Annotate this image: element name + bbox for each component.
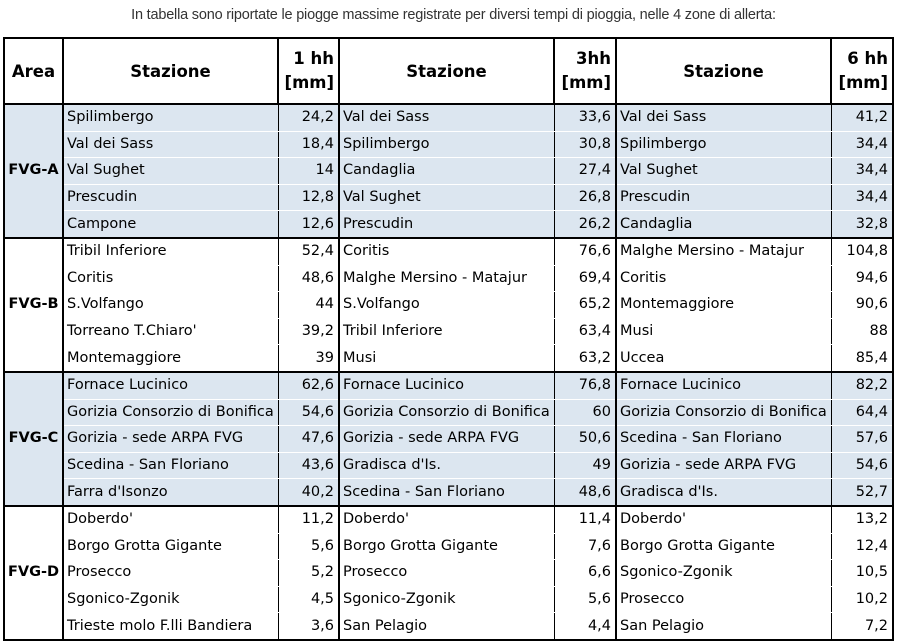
value-1h-cell: 62,6 [278, 372, 339, 399]
table-row [4, 613, 893, 640]
station-3h-cell: Prescudin [339, 211, 554, 238]
station-3h-cell: Coritis [339, 238, 554, 265]
value-6h-cell: 34,4 [831, 158, 893, 185]
value-3h-cell: 63,4 [554, 318, 616, 345]
station-3h-cell: Sgonico-Zgonik [339, 586, 554, 613]
station-6h-cell: Sgonico-Zgonik [616, 560, 831, 587]
table-row [4, 506, 893, 533]
header-duration-1h [278, 38, 339, 104]
value-3h-cell: 5,6 [554, 586, 616, 613]
station-1h-cell: Campone [63, 211, 278, 238]
value-1h-cell: 40,2 [278, 479, 339, 506]
value-1h-cell: 12,6 [278, 211, 339, 238]
value-1h-cell: 54,6 [278, 399, 339, 426]
station-6h-cell: Prescudin [616, 184, 831, 211]
table-row [4, 211, 893, 238]
station-6h-cell: Fornace Lucinico [616, 372, 831, 399]
station-3h-cell: San Pelagio [339, 613, 554, 640]
station-1h-cell: Val dei Sass [63, 131, 278, 158]
station-6h-cell: Prosecco [616, 586, 831, 613]
area-label: FVG-D [4, 506, 63, 640]
table-row [4, 238, 893, 265]
header-duration-6h-unit: [mm] [838, 73, 888, 92]
value-3h-cell: 6,6 [554, 560, 616, 587]
value-6h-cell: 13,2 [831, 506, 893, 533]
station-6h-cell: Montemaggiore [616, 292, 831, 319]
value-1h-cell: 44 [278, 292, 339, 319]
station-3h-cell: Doberdo' [339, 506, 554, 533]
station-3h-cell: Spilimbergo [339, 131, 554, 158]
value-6h-cell: 57,6 [831, 426, 893, 453]
value-1h-cell: 5,6 [278, 533, 339, 560]
value-1h-cell: 3,6 [278, 613, 339, 640]
value-3h-cell: 11,4 [554, 506, 616, 533]
header-duration-3h-label: 3hh [576, 49, 611, 68]
table-row [4, 345, 893, 372]
value-6h-cell: 64,4 [831, 399, 893, 426]
station-3h-cell: Fornace Lucinico [339, 372, 554, 399]
station-1h-cell: Scedina - San Floriano [63, 452, 278, 479]
value-3h-cell: 26,8 [554, 184, 616, 211]
value-3h-cell: 33,6 [554, 104, 616, 131]
station-1h-cell: S.Volfango [63, 292, 278, 319]
station-1h-cell: Prosecco [63, 560, 278, 587]
area-label: FVG-B [4, 238, 63, 372]
station-3h-cell: S.Volfango [339, 292, 554, 319]
value-3h-cell: 26,2 [554, 211, 616, 238]
value-6h-cell: 90,6 [831, 292, 893, 319]
station-6h-cell: Malghe Mersino - Matajur [616, 238, 831, 265]
value-6h-cell: 85,4 [831, 345, 893, 372]
value-6h-cell: 54,6 [831, 452, 893, 479]
value-6h-cell: 34,4 [831, 131, 893, 158]
value-6h-cell: 34,4 [831, 184, 893, 211]
station-3h-cell: Scedina - San Floriano [339, 479, 554, 506]
header-area: Area [4, 38, 63, 104]
header-duration-1h-label: 1 hh [293, 49, 334, 68]
table-row [4, 399, 893, 426]
value-3h-cell: 7,6 [554, 533, 616, 560]
header-station-6h: Stazione [616, 38, 831, 104]
table-row [4, 184, 893, 211]
header-row [4, 38, 893, 104]
station-1h-cell: Tribil Inferiore [63, 238, 278, 265]
station-6h-cell: Borgo Grotta Gigante [616, 533, 831, 560]
station-6h-cell: Doberdo' [616, 506, 831, 533]
value-6h-cell: 52,7 [831, 479, 893, 506]
table-row [4, 586, 893, 613]
header-duration-6h-label: 6 hh [847, 49, 888, 68]
value-1h-cell: 47,6 [278, 426, 339, 453]
station-3h-cell: Tribil Inferiore [339, 318, 554, 345]
station-6h-cell: San Pelagio [616, 613, 831, 640]
value-6h-cell: 10,2 [831, 586, 893, 613]
header-duration-1h-unit: [mm] [284, 73, 334, 92]
header-duration-3h-unit: [mm] [561, 73, 611, 92]
rainfall-table [3, 37, 894, 641]
value-1h-cell: 4,5 [278, 586, 339, 613]
station-1h-cell: Fornace Lucinico [63, 372, 278, 399]
station-6h-cell: Spilimbergo [616, 131, 831, 158]
value-1h-cell: 14 [278, 158, 339, 185]
value-3h-cell: 76,8 [554, 372, 616, 399]
station-1h-cell: Val Sughet [63, 158, 278, 185]
value-6h-cell: 88 [831, 318, 893, 345]
station-3h-cell: Prosecco [339, 560, 554, 587]
station-6h-cell: Coritis [616, 265, 831, 292]
value-3h-cell: 63,2 [554, 345, 616, 372]
station-1h-cell: Doberdo' [63, 506, 278, 533]
value-6h-cell: 12,4 [831, 533, 893, 560]
value-3h-cell: 60 [554, 399, 616, 426]
value-3h-cell: 48,6 [554, 479, 616, 506]
header-station-1h: Stazione [63, 38, 278, 104]
station-1h-cell: Sgonico-Zgonik [63, 586, 278, 613]
station-6h-cell: Val dei Sass [616, 104, 831, 131]
station-1h-cell: Gorizia Consorzio di Bonifica [63, 399, 278, 426]
value-1h-cell: 12,8 [278, 184, 339, 211]
station-6h-cell: Gorizia - sede ARPA FVG [616, 452, 831, 479]
value-6h-cell: 32,8 [831, 211, 893, 238]
value-1h-cell: 11,2 [278, 506, 339, 533]
station-1h-cell: Coritis [63, 265, 278, 292]
station-6h-cell: Val Sughet [616, 158, 831, 185]
table-row [4, 104, 893, 131]
station-6h-cell: Musi [616, 318, 831, 345]
value-1h-cell: 18,4 [278, 131, 339, 158]
station-3h-cell: Gradisca d'Is. [339, 452, 554, 479]
station-3h-cell: Val Sughet [339, 184, 554, 211]
station-1h-cell: Spilimbergo [63, 104, 278, 131]
table-row [4, 479, 893, 506]
table-row [4, 372, 893, 399]
station-1h-cell: Farra d'Isonzo [63, 479, 278, 506]
value-3h-cell: 30,8 [554, 131, 616, 158]
station-3h-cell: Gorizia - sede ARPA FVG [339, 426, 554, 453]
value-6h-cell: 94,6 [831, 265, 893, 292]
area-label: FVG-A [4, 104, 63, 238]
station-6h-cell: Scedina - San Floriano [616, 426, 831, 453]
station-3h-cell: Gorizia Consorzio di Bonifica [339, 399, 554, 426]
station-6h-cell: Gradisca d'Is. [616, 479, 831, 506]
table-row [4, 158, 893, 185]
value-1h-cell: 52,4 [278, 238, 339, 265]
station-6h-cell: Candaglia [616, 211, 831, 238]
header-duration-3h [554, 38, 616, 104]
station-3h-cell: Candaglia [339, 158, 554, 185]
value-6h-cell: 7,2 [831, 613, 893, 640]
value-6h-cell: 104,8 [831, 238, 893, 265]
value-6h-cell: 41,2 [831, 104, 893, 131]
table-row [4, 533, 893, 560]
table-body [4, 104, 893, 640]
value-1h-cell: 48,6 [278, 265, 339, 292]
station-3h-cell: Borgo Grotta Gigante [339, 533, 554, 560]
station-1h-cell: Trieste molo F.lli Bandiera [63, 613, 278, 640]
station-1h-cell: Torreano T.Chiaro' [63, 318, 278, 345]
value-3h-cell: 27,4 [554, 158, 616, 185]
value-6h-cell: 10,5 [831, 560, 893, 587]
value-1h-cell: 24,2 [278, 104, 339, 131]
value-1h-cell: 39,2 [278, 318, 339, 345]
value-1h-cell: 39 [278, 345, 339, 372]
station-1h-cell: Gorizia - sede ARPA FVG [63, 426, 278, 453]
table-row [4, 560, 893, 587]
value-3h-cell: 69,4 [554, 265, 616, 292]
table-row [4, 452, 893, 479]
value-3h-cell: 76,6 [554, 238, 616, 265]
header-duration-6h [831, 38, 893, 104]
table-row [4, 292, 893, 319]
header-station-3h: Stazione [339, 38, 554, 104]
station-3h-cell: Malghe Mersino - Matajur [339, 265, 554, 292]
value-6h-cell: 82,2 [831, 372, 893, 399]
value-3h-cell: 4,4 [554, 613, 616, 640]
table-row [4, 265, 893, 292]
table-row [4, 318, 893, 345]
value-1h-cell: 43,6 [278, 452, 339, 479]
value-3h-cell: 50,6 [554, 426, 616, 453]
value-1h-cell: 5,2 [278, 560, 339, 587]
station-3h-cell: Val dei Sass [339, 104, 554, 131]
station-1h-cell: Prescudin [63, 184, 278, 211]
intro-text: In tabella sono riportate le piogge massime registrate per diversi tempi di pioggia, nelle 4 zone di allerta: [131, 7, 776, 23]
station-3h-cell: Musi [339, 345, 554, 372]
station-1h-cell: Borgo Grotta Gigante [63, 533, 278, 560]
table-row [4, 426, 893, 453]
station-6h-cell: Uccea [616, 345, 831, 372]
value-3h-cell: 65,2 [554, 292, 616, 319]
area-label: FVG-C [4, 372, 63, 506]
station-1h-cell: Montemaggiore [63, 345, 278, 372]
station-6h-cell: Gorizia Consorzio di Bonifica [616, 399, 831, 426]
table-row [4, 131, 893, 158]
value-3h-cell: 49 [554, 452, 616, 479]
